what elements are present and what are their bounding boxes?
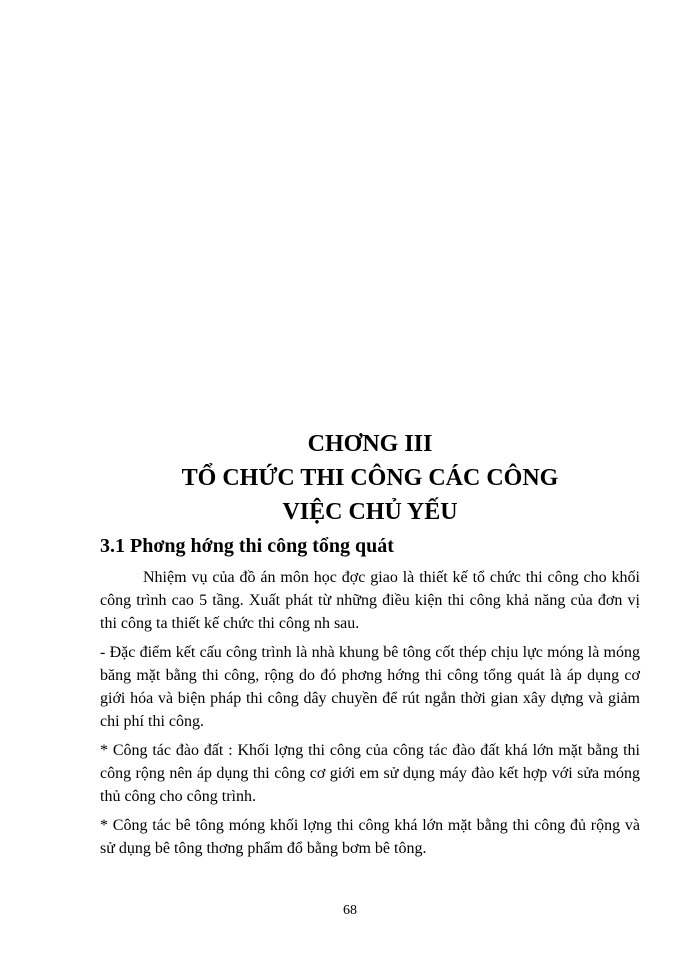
chapter-label: CHƠNG III bbox=[307, 431, 433, 457]
paragraph-excavation: * Công tác đào đất : Khối lợng thi công của công tác đào đất khá lớn mặt bằng thi công rộng nên áp dụng thi công cơ giới em sử dụng máy đào kết hợp với sửa móng thủ công cho công trình. bbox=[100, 742, 640, 805]
body-text bbox=[100, 566, 640, 866]
section-title: 3.1 Phơng hớng thi công tổng quát bbox=[100, 535, 394, 557]
page-number: 68 bbox=[343, 903, 357, 918]
chapter-title-line-1: TỔ CHỨC THI CÔNG CÁC CÔNG bbox=[181, 465, 559, 491]
chapter-title-line-2: VIỆC CHỦ YẾU bbox=[282, 499, 458, 525]
chapter-heading bbox=[100, 427, 640, 529]
paragraph-intro: Nhiệm vụ của đồ án môn học đợc giao là thiết kế tổ chức thi công cho khối công trình cao 5 tầng. Xuất phát từ những điều kiện thi công khả năng của đơn vị thi công ta thiết kế chức thi công nh sau. bbox=[100, 569, 640, 632]
paragraph-structure: - Đặc điểm kết cấu công trình là nhà khung bê tông cốt thép chịu lực móng là móng băng mặt bằng thi công, rộng do đó phơng hớng thi công tổng quát là áp dụng cơ giới hóa và biện pháp thi công dây chuyền để rút ngắn thời gian xây dựng và giảm chi phí thi công. bbox=[100, 644, 640, 730]
paragraph-concrete: * Công tác bê tông móng khối lợng thi công khá lớn mặt bằng thi công đủ rộng và sử dụng bê tông thơng phẩm đổ bằng bơm bê tông. bbox=[100, 817, 640, 857]
